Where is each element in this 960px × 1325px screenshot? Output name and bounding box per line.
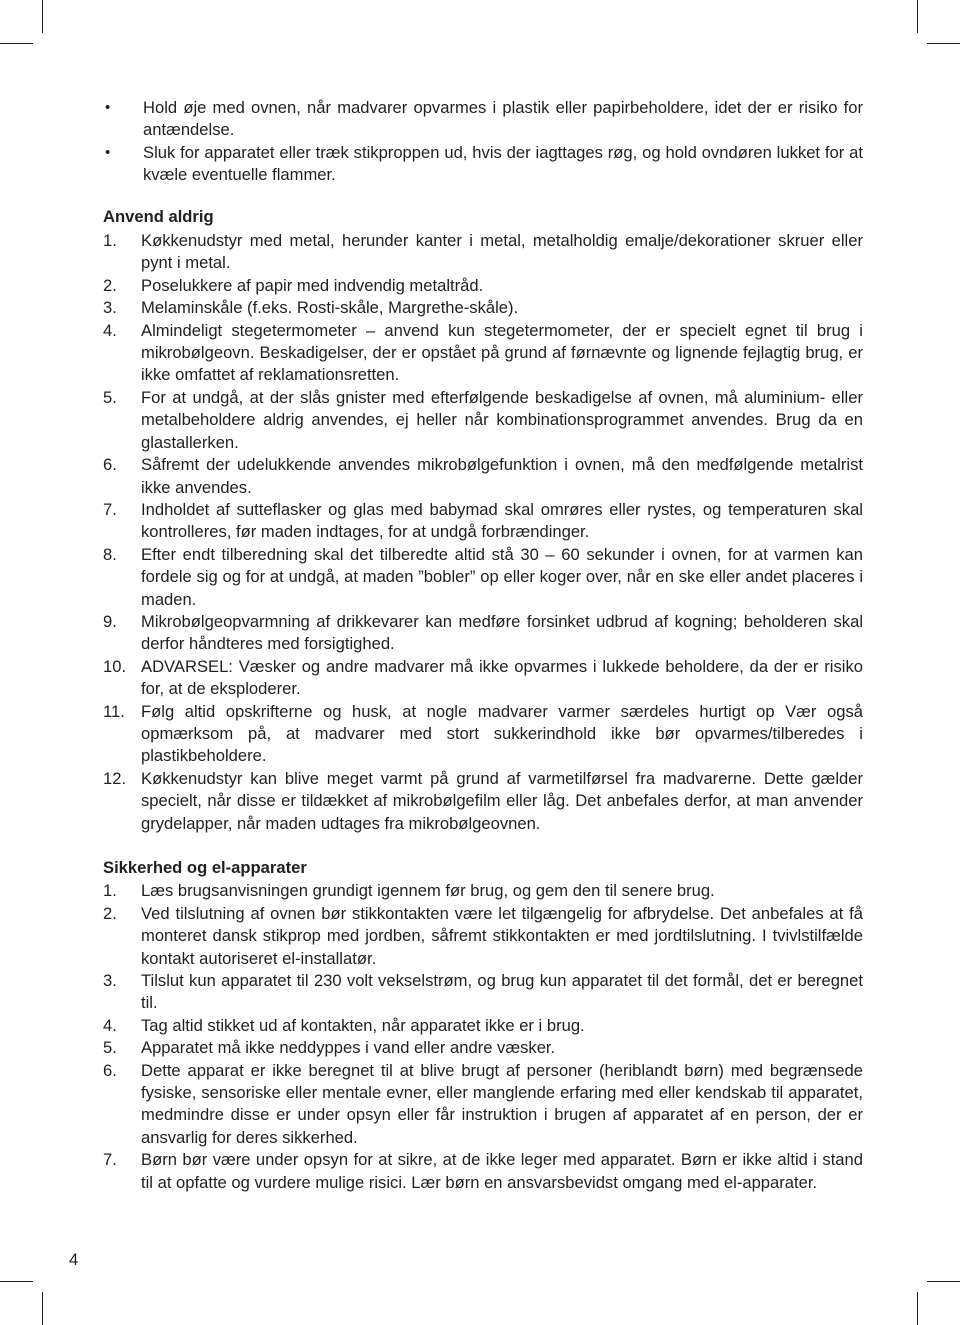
list-text: Almindeligt stegetermometer – anvend kun stegetermometer, der er specielt egnet til brug i mikrobølgeovn. Beskadigelser, der er opstået på grund af førnævnte og lignende fejlagtig brug, er ikke omfattet af reklamationsretten. (141, 320, 863, 385)
list-text: Melaminskåle (f.eks. Rosti-skåle, Margrethe-skåle). (141, 298, 519, 318)
list-text: Indholdet af sutteflasker og glas med babymad skal omrøres eller rystes, og temperaturen skal kontrolleres, før maden indtages, for at undgå forbrændinger. (141, 499, 863, 542)
list-number: 7. (103, 499, 117, 519)
list-number: 5. (103, 387, 117, 407)
list-number: 4. (103, 320, 117, 340)
list-item (103, 1015, 863, 1037)
list-number: 3. (103, 298, 117, 318)
list-item (103, 387, 863, 454)
crop-mark-bottom-right (917, 1292, 918, 1325)
section-heading-anvend-aldrig: Anvend aldrig (103, 206, 214, 226)
bullet-text: Sluk for apparatet eller træk stikproppen ud, hvis der iagttages røg, og hold ovndøren lukket for at kvæle eventuelle flammer. (143, 142, 863, 185)
list-item (103, 297, 863, 319)
list-text: Læs brugsanvisningen grundigt igennem før brug, og gem den til senere brug. (141, 881, 715, 901)
list-text: Efter endt tilberedning skal det tilberedte altid stå 30 – 60 sekunder i ovnen, for at varmen kan fordele sig og for at undgå, at maden ”bobler” op eller koger over, når en ske eller andet placeres i maden. (141, 544, 863, 609)
list-number: 8. (103, 544, 117, 564)
list-text: Køkkenudstyr kan blive meget varmt på grund af varmetilførsel fra madvarerne. Dette gælder specielt, når disse er tildækket af mikrobølgefilm eller låg. Det anbefales derfor, at man anvender grydelapper, når maden udtages fra mikrobølgeovnen. (141, 768, 863, 833)
list-text: Apparatet må ikke neddyppes i vand eller andre væsker. (141, 1038, 556, 1058)
list-number: 6. (103, 455, 117, 475)
list-item (103, 1060, 863, 1150)
crop-mark-top-left (42, 0, 43, 33)
list-number: 2. (103, 903, 117, 923)
list-item (103, 970, 863, 1015)
list-text: ADVARSEL: Væsker og andre madvarer må ikke opvarmes i lukkede beholdere, da der er risiko for, at de eksploderer. (141, 656, 863, 699)
list-item (103, 656, 863, 701)
crop-mark-bottom-right-h (927, 1281, 960, 1282)
list-item (103, 230, 863, 275)
list-text: Ved tilslutning af ovnen bør stikkontakten være let tilgængelig for afbrydelse. Det anbefales at få monteret dansk stikprop med jordben, såfremt stikkontakten er med jordtilslutning. I tvivlstilfælde kontakt autoriseret el-installatør. (141, 903, 863, 968)
list-item (103, 454, 863, 499)
bullet-text: Hold øje med ovnen, når madvarer opvarmes i plastik eller papirbeholdere, idet der er risiko for antændelse. (143, 98, 863, 140)
list-number: 2. (103, 275, 117, 295)
list-item (103, 544, 863, 611)
crop-mark-bottom-left (42, 1292, 43, 1325)
list-number: 10. (103, 656, 127, 676)
list-text: Følg altid opskrifterne og husk, at nogle madvarer varmer særdeles hurtigt op Vær også opmærksom på, at madvarer med stort sukkerindhold ikke bør opvarmes/tilberedes i plastikbeholdere. (141, 701, 863, 766)
crop-mark-top-right-h (927, 43, 960, 44)
list-item (103, 1149, 863, 1194)
list-item (103, 768, 863, 835)
list-text: Tag altid stikket ud af kontakten, når apparatet ikke er i brug. (141, 1015, 585, 1035)
list-number: 7. (103, 1150, 117, 1170)
list-number: 5. (103, 1038, 117, 1058)
list-text: Tilslut kun apparatet til 230 volt vekselstrøm, og brug kun apparatet til det formål, det er beregnet til. (141, 971, 863, 1013)
list-text: Dette apparat er ikke beregnet til at blive brugt af personer (heriblandt børn) med begrænsede fysiske, sensoriske eller mentale evner, eller manglende erfaring med eller kendskab til apparatet, medmindre disse er under opsyn eller får instruktion i brugen af apparatet af en person, der er ansvarlig for deres sikkerhed. (141, 1060, 863, 1147)
bullet-item (103, 97, 863, 142)
list-number: 1. (103, 231, 117, 251)
list-number: 11. (103, 701, 125, 721)
list-item (103, 499, 863, 544)
section-heading-sikkerhed: Sikkerhed og el-apparater (103, 858, 307, 877)
list-text: For at undgå, at der slås gnister med efterfølgende beskadigelse af ovnen, må aluminium- eller metalbeholdere aldrig anvendes, ej heller når kombinationsprogrammet anvendes. Brug da en glastallerken. (141, 387, 863, 452)
list-item (103, 275, 863, 297)
list-number: 9. (103, 611, 117, 631)
crop-mark-bottom-left-h (0, 1281, 33, 1282)
list-number: 1. (103, 881, 117, 901)
list-item (103, 1037, 863, 1059)
list-item (103, 611, 863, 656)
list-text: Børn bør være under opsyn for at sikre, at de ikke leger med apparatet. Børn er ikke altid i stand til at opfatte og vurdere mulige risici. Lær børn en ansvarsbevidst omgang med el-apparater. (141, 1150, 863, 1192)
bullet-marker: • (105, 99, 111, 116)
list-text: Køkkenudstyr med metal, herunder kanter i metal, metalholdig emalje/dekorationer skruer eller pynt i metal. (141, 231, 863, 273)
page-number: 4 (69, 1250, 79, 1269)
crop-mark-top-right (917, 0, 918, 33)
list-number: 12. (103, 768, 127, 788)
list-text: Mikrobølgeopvarmning af drikkevarer kan medføre forsinket udbrud af kogning; beholderen skal derfor håndteres med forsigtighed. (141, 611, 863, 654)
crop-mark-top-left-h (0, 43, 33, 44)
document-body (103, 97, 863, 1194)
list-text: Såfremt der udelukkende anvendes mikrobølgefunktion i ovnen, må den medfølgende metalrist ikke anvendes. (141, 455, 863, 497)
list-item (103, 903, 863, 970)
bullet-item (103, 142, 863, 187)
list-text: Poselukkere af papir med indvendig metaltråd. (141, 275, 484, 295)
bullet-marker: • (105, 143, 111, 161)
list-item (103, 880, 863, 902)
list-number: 4. (103, 1015, 117, 1035)
list-number: 3. (103, 971, 117, 991)
list-item (103, 320, 863, 387)
list-item (103, 701, 863, 768)
list-number: 6. (103, 1060, 117, 1080)
